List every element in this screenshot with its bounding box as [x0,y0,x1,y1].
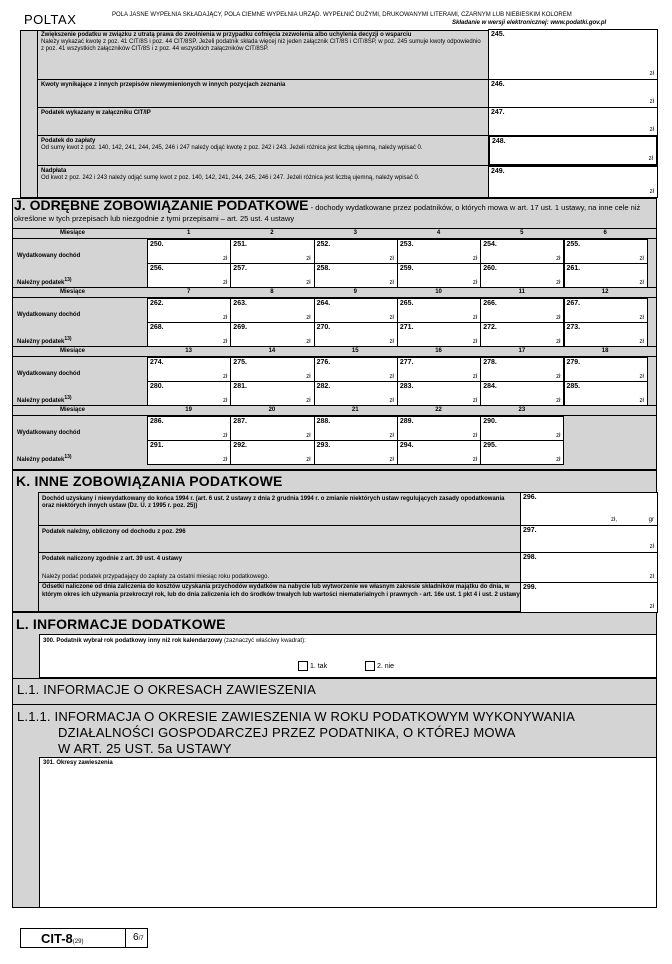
section-j-title: J. ODRĘBNE ZOBOWIĄZANIE PODATKOWE [14,197,309,213]
row-247 [38,108,657,136]
field-299-number: 299. [523,584,537,591]
field-291[interactable] [147,440,231,465]
field-267[interactable] [564,298,648,323]
field-unit: zł [556,280,561,286]
month-number: 4 [436,230,441,236]
field-number: 289. [399,418,414,425]
left-margin-strip [20,30,38,198]
month-number: 10 [435,289,442,295]
field-287[interactable] [230,416,314,441]
field-274[interactable] [147,357,231,382]
row-299 [39,582,657,612]
field-unit: zł [639,339,644,345]
months-label: Miesiące [60,289,86,295]
month-number: 22 [435,407,442,413]
field-number: 261. [566,265,581,272]
income-row-label: Wydatkowany dochód [17,312,81,318]
field-298-unit: zł [649,574,654,580]
field-number: 254. [483,241,497,248]
field-296-unit: zł, [611,517,617,523]
checkbox-no[interactable] [365,661,375,671]
field-273[interactable] [564,322,648,347]
field-249-number: 249. [491,168,505,175]
divider [12,704,657,705]
field-number: 295. [483,442,497,449]
field-300-box [39,634,657,678]
field-unit: zł [639,374,644,380]
footnote-marker: 13) [64,336,72,342]
brand-logo: POLTAX [24,12,77,27]
field-number: 257. [233,265,247,272]
section-l11-title-line3: W ART. 25 UST. 5a USTAWY [58,741,232,756]
month-number: 13 [185,348,192,354]
field-251[interactable] [230,239,314,264]
field-unit: zł [222,280,228,286]
field-number: 280. [150,383,164,390]
field-number: 290. [483,418,497,425]
month-number: 11 [518,289,525,295]
month-number: 16 [435,348,442,354]
field-297-number: 297. [523,527,537,534]
row-298 [39,552,657,582]
q300-yes-label: 1. tak [309,662,328,670]
field-278[interactable] [480,357,564,382]
field-277[interactable] [397,357,481,382]
field-number: 274. [150,359,164,366]
field-297-unit: zł [649,544,654,550]
field-282[interactable] [314,381,398,406]
field-245[interactable] [488,29,658,80]
form-id-box [20,928,148,948]
section-j-subtitle: - dochody wydatkowane przez podatników, o których mowa w art. 17 ust. 1 ustawy, na inne cele niż określone w tych przepisach lub niezgodnie z tymi przepisami – art. 25 ust. 4 ustawy [14,203,641,223]
field-number: 287. [233,418,247,425]
field-unit: zł [222,433,228,439]
field-259[interactable] [397,263,481,288]
field-297[interactable] [520,525,658,553]
field-number: 262. [150,300,164,307]
field-301-label: 301. Okresy zawieszenia [43,760,113,766]
month-number: 7 [186,289,191,295]
row-248 [38,136,657,166]
row-245 [38,30,657,80]
field-number: 265. [399,300,414,307]
field-number: 286. [150,418,164,425]
footnote-marker: 13) [64,454,72,460]
field-246[interactable] [488,79,658,108]
field-unit: zł [306,339,311,345]
tax-row-label: Należny podatek$^{13)}$ [17,454,72,463]
q300-hint: (zaznaczyć właściwy kwadrat): [222,638,306,644]
month-number: 8 [270,289,274,295]
field-286[interactable] [147,416,231,441]
q300-no-label: 2. nie [376,662,395,670]
field-unit: zł [556,339,561,345]
field-number: 258. [316,265,331,272]
field-288[interactable] [314,416,398,441]
field-number: 260. [483,265,497,272]
field-263[interactable] [230,298,314,323]
field-number: 271. [399,324,414,331]
field-number: 275. [233,359,247,366]
row-298-note: Należy podać podatek przypadający do zapłaty za ostatni miesiąc roku podatkowego. [42,574,270,580]
field-289[interactable] [397,416,481,441]
field-unit: zł [639,280,644,286]
field-number: 259. [399,265,414,272]
footnote-marker: 13) [64,395,72,401]
row-245-title: Zwiększenie podatku w związku z utratą prawa do zwolnienia w przypadku cofnięcia zezwolenia albo uchylenia decyzji o wsparciu [41,32,412,38]
field-290[interactable] [480,416,564,441]
field-299-unit: zł [649,604,654,610]
field-296[interactable] [520,492,658,526]
row-297 [39,525,657,552]
section-l11-title-line1: L.1.1. INFORMACJA O OKRESIE ZAWIESZENIA W ROKU PODATKOWYM WYKONYWANIA [17,709,575,724]
footnote-marker: 13) [64,277,72,283]
field-250[interactable] [147,239,231,264]
field-256[interactable] [147,263,231,288]
field-unit: zł [472,280,478,286]
field-number: 269. [233,324,247,331]
field-269[interactable] [230,322,314,347]
row-247-title: Podatek wykazany w załączniku CIT/IP [41,110,151,116]
q300-option-yes[interactable] [298,661,327,671]
form-version: (29) [72,939,84,945]
income-row-label: Wydatkowany dochód [17,371,81,377]
field-unit: zł [639,398,644,404]
field-279[interactable] [564,357,648,382]
field-unit: zł [472,398,478,404]
field-298-number: 298. [523,554,537,561]
field-number: 291. [150,442,164,449]
month-number: 21 [351,407,359,413]
field-unit: zł [556,457,561,463]
field-unit: zł [472,339,478,345]
field-unit: zł [306,256,311,262]
field-255[interactable] [564,239,648,264]
field-unit: zł [389,374,394,380]
field-number: 272. [483,324,497,331]
month-number: 1 [186,230,191,236]
field-number: 267. [566,300,581,307]
page-total: /7 [138,936,144,942]
field-number: 278. [483,359,497,366]
row-246 [38,80,657,108]
field-number: 255. [566,241,581,248]
row-245-note: Należy wykazać kwotę z poz. 41 CIT/8S i poz. 44 CIT/8SP. Jeżeli podatnik składa więcej niż jeden załącznik CIT/8S i CIT/8SP, w poz. 245 sumuje kwoty odpowiednio z poz. 41 wszystkich załączników CIT/8S i z poz. 44 wszystkich załączników CIT/8SP. [41,39,481,52]
field-280[interactable] [147,381,231,406]
q300-label: 300. Podatnik wybrał rok podatkowy inny niż rok kalendarzowy [43,638,223,644]
field-298[interactable] [520,552,658,583]
field-246-unit: zł [649,99,654,105]
field-265[interactable] [397,298,481,323]
field-number: 293. [316,442,331,449]
field-unit: zł [389,280,394,286]
field-245-unit: zł [649,71,654,77]
field-296-unit2: gr [648,517,654,523]
field-257[interactable] [230,263,314,288]
section-l1-title: L.1. INFORMACJE O OKRESACH ZAWIESZENIA [17,682,316,697]
field-281[interactable] [230,381,314,406]
fill-instruction: POLA JASNE WYPEŁNIA SKŁADAJĄCY, POLA CIEMNE WYPEŁNIA URZĄD. WYPEŁNIĆ DUŻYMI, DRUKOWANYMI LITERAMI, CZARNYM LUB NIEBIESKIM KOLOREM [112,12,572,18]
field-301[interactable] [39,757,657,908]
months-label: Miesiące [60,348,86,354]
row-298-title: Podatek naliczony zgodnie z art. 39 ust. 4 ustawy [42,556,183,562]
income-row-label: Wydatkowany dochód [17,430,81,436]
checkbox-yes[interactable] [298,661,308,671]
field-number: 268. [150,324,164,331]
months-label: Miesiące [60,230,86,236]
field-unit: zł [306,433,311,439]
month-number: 3 [353,230,357,236]
field-247-unit: zł [649,127,654,133]
field-number: 281. [233,383,247,390]
field-unit: zł [556,315,561,321]
field-258[interactable] [314,263,398,288]
month-number: 14 [268,348,276,354]
field-number: 264. [316,300,331,307]
field-unit: zł [306,457,311,463]
tax-row-label: Należny podatek$^{13)}$ [17,277,72,286]
field-254[interactable] [480,239,564,264]
field-unit: zł [389,398,394,404]
field-number: 250. [150,241,164,248]
field-262[interactable] [147,298,231,323]
field-248[interactable] [488,135,658,166]
field-unit: zł [306,374,311,380]
month-number: 17 [518,348,526,354]
field-unit: zł [556,374,561,380]
field-293[interactable] [314,440,398,465]
month-number: 2 [270,230,274,236]
row-249-title: Nadpłata [41,168,67,174]
field-number: 251. [233,241,247,248]
field-unit: zł [472,433,478,439]
field-unit: zł [472,457,478,463]
field-unit: zł [389,315,394,321]
field-number: 256. [150,265,164,272]
field-unit: zł [472,256,478,262]
field-number: 294. [399,442,414,449]
electronic-filing-note: Składanie w wersji elektronicznej: www.podatki.gov.pl [452,20,607,26]
field-unit: zł [472,315,478,321]
field-unit: zł [222,374,228,380]
field-272[interactable] [480,322,564,347]
field-unit: zł [639,315,644,321]
row-249 [38,166,657,198]
month-number: 6 [603,230,607,236]
field-295[interactable] [480,440,564,465]
month-number: 9 [353,289,357,295]
field-unit: zł [556,256,561,262]
field-number: 292. [233,442,247,449]
income-row-label: Wydatkowany dochód [17,253,81,259]
field-unit: zł [306,315,311,321]
section-k-title: K. INNE ZOBOWIĄZANIA PODATKOWE [16,473,283,489]
field-unit: zł [556,398,561,404]
field-number: 277. [399,359,414,366]
field-unit: zł [222,398,228,404]
row-249-note: Od kwot z poz. 242 i 243 należy odjąć sumę kwot z poz. 140, 142, 241, 244, 245, 246 i 247. Jeżeli różnica jest liczbą ujemną, należy wpisać 0. [41,175,420,181]
q300-option-no[interactable] [365,661,394,671]
field-number: 283. [399,383,414,390]
tax-row-label: Należny podatek$^{13)}$ [17,395,72,404]
field-unit: zł [389,256,394,262]
field-276[interactable] [314,357,398,382]
tax-row-label: Należny podatek$^{13)}$ [17,336,72,345]
field-number: 284. [483,383,497,390]
row-296-title: Dochód uzyskany i niewydatkowany do końca 1994 r. (art. 6 ust. 2 ustawy z dnia 2 grudnia 1994 r. o zmianie niektórych ustaw regulujących zasady opodatkowania oraz niektórych innych ustaw (Dz. U. z 1995 r. poz. 25)) [42,496,505,509]
field-number: 279. [566,359,581,366]
field-unit: zł [222,339,228,345]
field-number: 263. [233,300,247,307]
month-number: 23 [518,407,526,413]
field-284[interactable] [480,381,564,406]
field-296-number: 296. [523,494,537,501]
field-264[interactable] [314,298,398,323]
field-247-number: 247. [491,109,505,116]
field-unit: zł [472,374,478,380]
field-unit: zł [306,398,311,404]
field-268[interactable] [147,322,231,347]
field-248-number: 248. [492,138,506,145]
field-285[interactable] [564,381,648,406]
field-number: 270. [316,324,331,331]
field-275[interactable] [230,357,314,382]
field-unit: zł [639,256,644,262]
field-270[interactable] [314,322,398,347]
row-297-title: Podatek należny, obliczony od dochodu z poz. 296 [42,529,186,535]
month-number: 18 [601,348,609,354]
month-number: 15 [351,348,359,354]
section-l-title: L. INFORMACJE DODATKOWE [16,616,226,632]
field-249-unit: zł [649,189,654,195]
field-283[interactable] [397,381,481,406]
field-260[interactable] [480,263,564,288]
field-unit: zł [222,457,228,463]
row-296 [39,492,657,525]
field-unit: zł [389,339,394,345]
field-number: 282. [316,383,331,390]
field-249[interactable] [488,166,658,198]
field-unit: zł [389,457,394,463]
row-299-title: Odsetki naliczone od dnia zaliczenia do kosztów uzyskania przychodów wydatków na nabycie lub wytworzenie we własnym zakresie składników majątku do dnia, w którym okres ich używania przekroczył rok, lub do dnia zaliczenia ich do środków trwałych lub wartości niematerialnych i prawnych - art. 16e ust. 1 pkt 4 i ust. 2 ustawy [42,584,520,598]
field-number: 273. [566,324,581,331]
month-number: 20 [268,407,276,413]
field-292[interactable] [230,440,314,465]
field-271[interactable] [397,322,481,347]
divider [12,678,657,679]
section-l11-title-line2: DZIAŁALNOŚCI GOSPODARCZEJ PRZEZ PODATNIKA, O KTÓREJ MOWA [58,725,516,740]
field-261[interactable] [564,263,648,288]
field-unit: zł [222,256,228,262]
row-248-note: Od sumy kwot z poz. 140, 142, 241, 244, 245, 246 i 247 należy odjąć kwotę z poz. 242 i 243. Jeżeli różnica jest liczbą ujemną, należy wpisać 0. [41,145,423,151]
field-294[interactable] [397,440,481,465]
field-245-number: 245. [491,31,505,38]
field-number: 276. [316,359,331,366]
row-246-title: Kwoty wynikające z innych przepisów niewymienionych w innych pozycjach zeznania [41,82,286,88]
field-253[interactable] [397,239,481,264]
field-266[interactable] [480,298,564,323]
field-number: 288. [316,418,331,425]
field-unit: zł [222,315,228,321]
field-299[interactable] [520,582,658,613]
section-k-margin [12,492,39,612]
month-number: 12 [601,289,609,295]
month-number: 5 [520,230,524,236]
field-unit: zł [306,280,311,286]
field-unit: zł [389,433,394,439]
field-246-number: 246. [491,81,505,88]
month-number: 19 [185,407,192,413]
form-code: CIT-8 [41,931,73,946]
field-number: 266. [483,300,497,307]
field-247[interactable] [488,107,658,136]
field-248-unit: zł [648,156,653,162]
field-number: 252. [316,241,331,248]
row-248-title: Podatek do zapłaty [41,138,96,144]
months-label: Miesiące [60,407,86,413]
field-number: 253. [399,241,414,248]
section-j-header [14,197,654,225]
field-252[interactable] [314,239,398,264]
page-number: 6 [133,932,139,943]
field-number: 285. [566,383,581,390]
field-unit: zł [556,433,561,439]
